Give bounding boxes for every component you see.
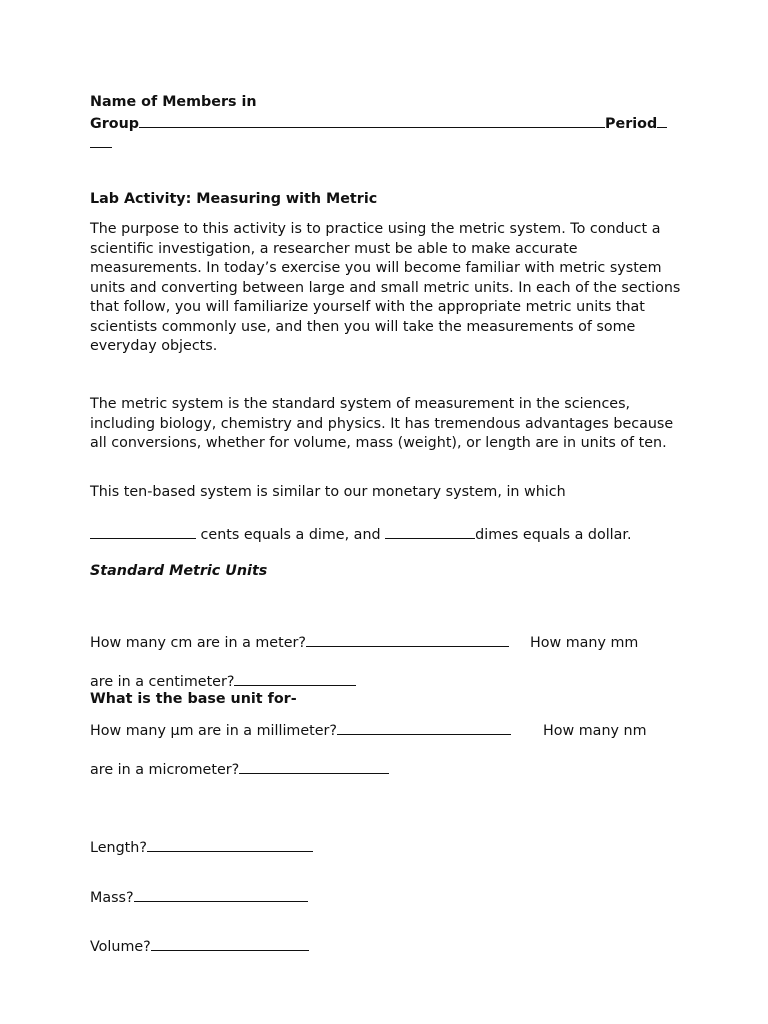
question-2-line2 <box>90 758 682 778</box>
volume-label: Volume? <box>90 939 151 955</box>
intro-paragraph: The purpose to this activity is to practice using the metric system. To conduct a scientific investigation, a researcher must be able to make accurate measurements. In today’s exercise you will become familiar with metric system units and converting between large and small metric units. In each of the sections that follow, you will familiarize yourself with the appropriate metric units that scientists commonly use, and then you will take the measurements of some everyday objects. <box>90 221 681 354</box>
base-unit-heading: What is the base unit for- <box>90 691 297 707</box>
mass-field[interactable] <box>134 886 308 902</box>
length-label: Length? <box>90 840 147 856</box>
q2-micrometer-text: are in a micrometer? <box>90 761 240 778</box>
q1-cm-text: How many cm are in a meter? <box>90 635 306 651</box>
mass-line <box>90 886 682 906</box>
q1-mm-text: How many mm <box>529 635 639 651</box>
mm-per-cm-field[interactable] <box>234 670 356 686</box>
period-field-start[interactable] <box>657 112 667 128</box>
cm-per-meter-field[interactable] <box>306 631 509 647</box>
group-label: Group <box>90 116 140 132</box>
nm-per-um-field[interactable] <box>239 758 389 774</box>
dimes-text: dimes equals a dollar. <box>475 526 632 543</box>
ten-based-line2 <box>90 523 682 543</box>
section-heading: Standard Metric Units <box>90 563 268 579</box>
q2-nm-text: How many nm <box>543 723 647 739</box>
mass-label: Mass? <box>90 889 134 906</box>
name-label: Name of Members in <box>90 94 257 110</box>
group-line <box>90 112 682 132</box>
period-field-cont-line <box>90 132 682 155</box>
period-label: Period <box>605 116 658 132</box>
period-field-end[interactable] <box>90 132 112 148</box>
volume-line <box>90 935 682 955</box>
um-per-mm-field[interactable] <box>337 719 511 735</box>
length-line <box>90 836 682 856</box>
question-1-line1 <box>90 631 682 651</box>
question-1-line2 <box>90 670 682 690</box>
dimes-field[interactable] <box>385 523 475 539</box>
question-2-line1 <box>90 719 682 739</box>
q2-um-text: How many µm are in a millimeter? <box>90 723 338 739</box>
cents-field[interactable] <box>90 523 196 539</box>
ten-based-line1: This ten-based system is similar to our monetary system, in which <box>90 484 566 500</box>
length-field[interactable] <box>147 836 313 852</box>
group-members-field[interactable] <box>139 112 605 128</box>
volume-field[interactable] <box>151 935 309 951</box>
q1-centimeter-text: are in a centimeter? <box>90 673 235 690</box>
page-title: Lab Activity: Measuring with Metric <box>90 191 378 207</box>
cents-text: cents equals a dime, and <box>196 526 386 543</box>
metric-paragraph: The metric system is the standard system of measurement in the sciences, including biology, chemistry and physics. It has tremendous advantages because all conversions, whether for volume, mass (weight), or length are in units of ten. <box>90 396 674 451</box>
